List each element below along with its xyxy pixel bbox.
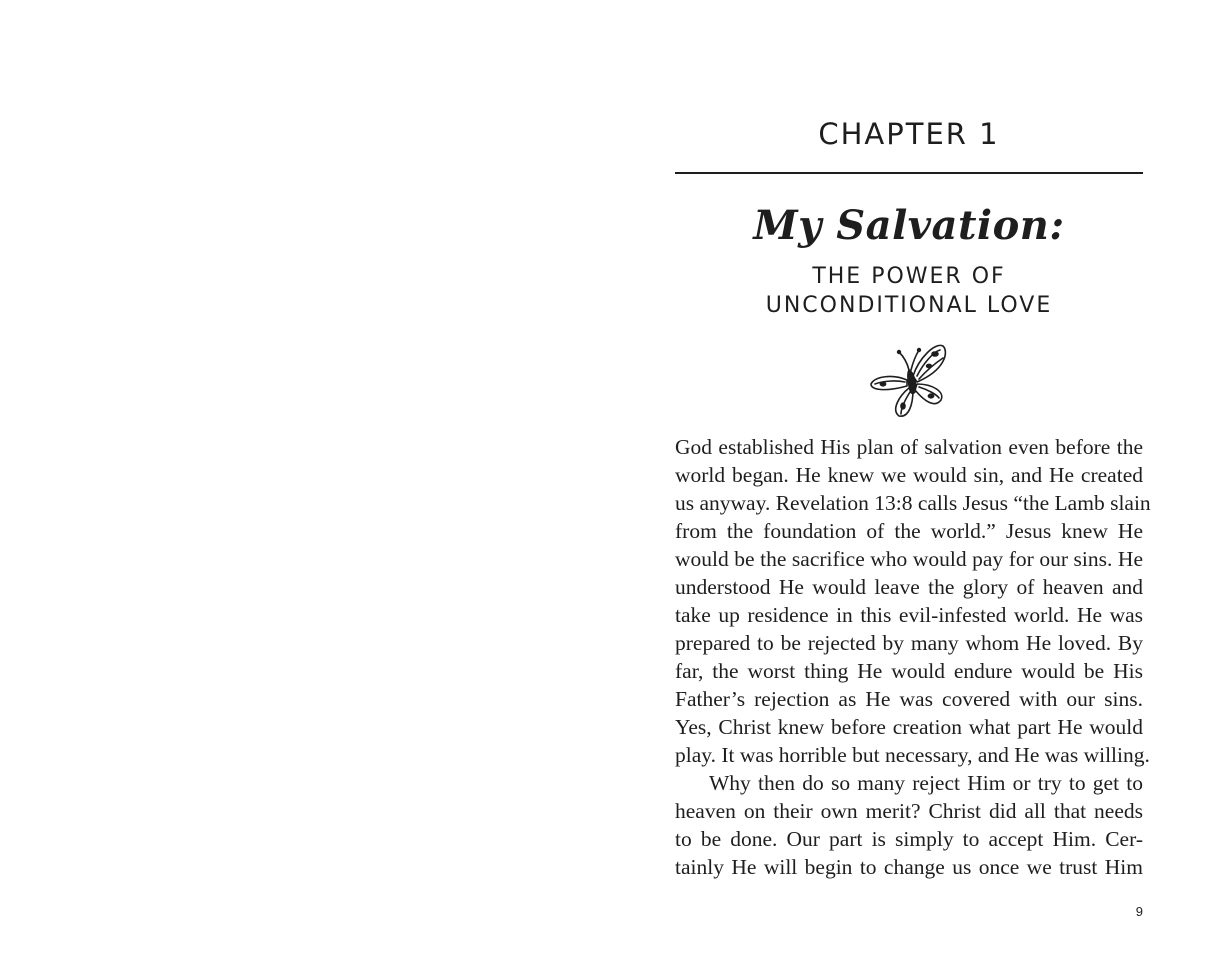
body-line: heaven on their own merit? Christ did all that needs: [675, 799, 1143, 823]
body-line: to be done. Our part is simply to accept Him. Cer-: [675, 827, 1143, 851]
right-page: [603, 0, 1206, 972]
butterfly-icon: [869, 340, 949, 418]
body-line: would be the sacrifice who would pay for our sins. He: [675, 547, 1143, 571]
body-line: prepared to be rejected by many whom He loved. By: [675, 631, 1143, 655]
body-line: world began. He knew we would sin, and He created: [675, 463, 1143, 487]
body-line: Yes, Christ knew before creation what part He would: [675, 715, 1143, 739]
subtitle-line: THE POWER OF: [812, 264, 1006, 289]
body-line: God established His plan of salvation even before the: [675, 435, 1143, 459]
body-line: Why then do so many reject Him or try to get to: [709, 771, 1143, 795]
chapter-title: My Salvation:: [753, 202, 1065, 249]
body-line: us anyway. Revelation 13:8 calls Jesus “the Lamb slain: [675, 491, 1151, 515]
body-line: take up residence in this evil-infested world. He was: [675, 603, 1143, 627]
body-line: far, the worst thing He would endure would be His: [675, 659, 1143, 683]
body-line: play. It was horrible but necessary, and He was willing.: [675, 743, 1150, 767]
body-line: Father’s rejection as He was covered with our sins.: [675, 687, 1143, 711]
body-line: from the foundation of the world.” Jesus knew He: [675, 519, 1143, 543]
subtitle-line: UNCONDITIONAL LOVE: [765, 293, 1053, 318]
page-number: 9: [1135, 904, 1143, 919]
chapter-label: CHAPTER 1: [818, 117, 1000, 151]
chapter-divider: [675, 172, 1143, 174]
chapter-body-text: [675, 433, 1151, 881]
body-line: tainly He will begin to change us once we trust Him: [675, 855, 1143, 879]
chapter-subtitle: [675, 262, 1143, 320]
body-line: understood He would leave the glory of heaven and: [675, 575, 1143, 599]
